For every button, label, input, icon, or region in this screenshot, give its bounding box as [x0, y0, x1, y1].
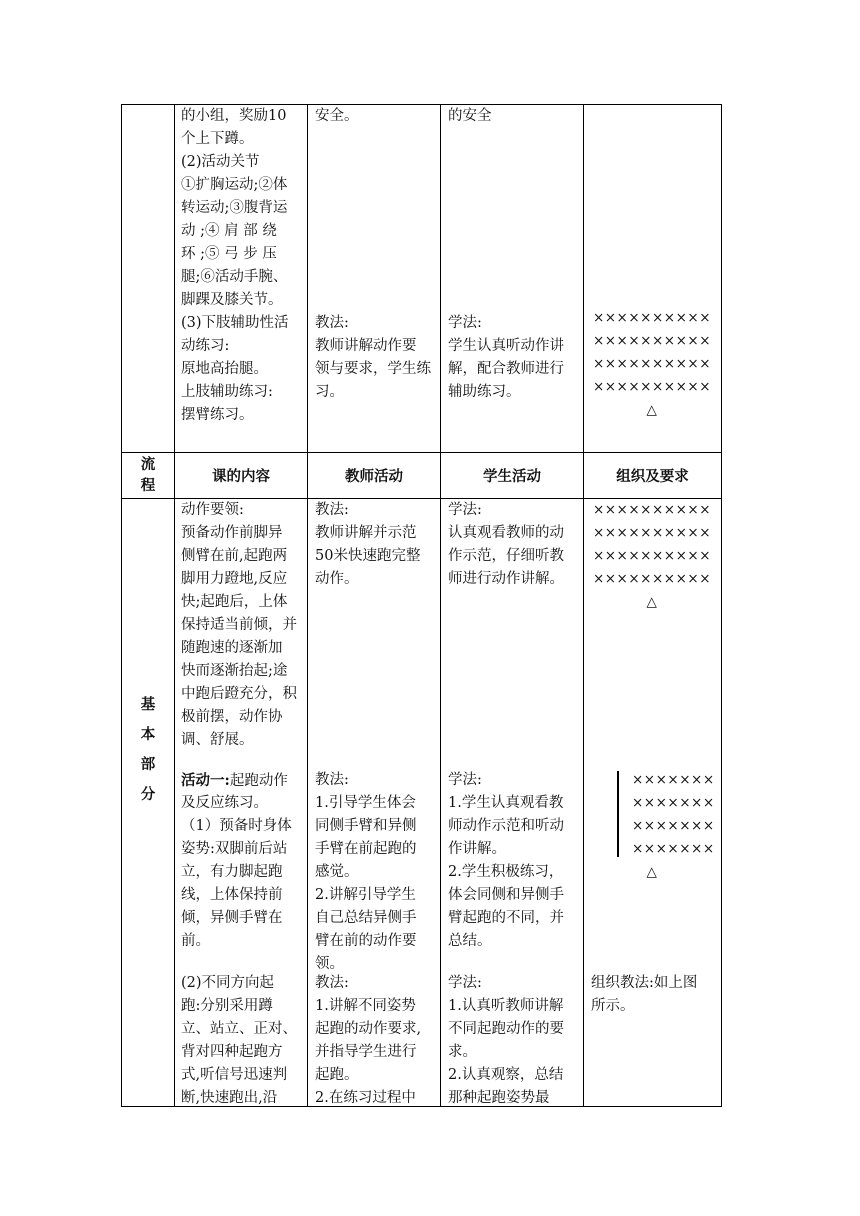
student-line: 辅助练习。	[448, 384, 521, 400]
header-org: 组织及要求	[616, 468, 689, 485]
teacher-line: 50米快速跑完整	[315, 548, 421, 564]
content-line: 背对四种起跑方	[181, 1044, 283, 1060]
student-line: 学法:	[448, 772, 482, 788]
formation-diagram	[590, 307, 714, 422]
student-line: 总结。	[448, 933, 492, 949]
student-line: 作示范，仔细听教	[448, 548, 564, 564]
teacher-position-triangle: △	[646, 864, 658, 880]
content-line: 倾，异侧手臂在	[181, 910, 283, 926]
content-line: 动作要领:	[181, 502, 244, 518]
teacher-line: 习。	[315, 384, 344, 400]
content-line: 线，上体保持前	[181, 887, 283, 903]
student-line: 学法:	[448, 975, 482, 991]
header-flow	[122, 454, 174, 496]
content-line: 及反应练习。	[181, 795, 268, 811]
header-teacher: 教师活动	[345, 468, 403, 485]
student-line: 学法:	[448, 502, 482, 518]
content-line: 转运动;③腹背运	[181, 200, 288, 216]
content-line: 保持适当前倾，并	[181, 617, 297, 633]
student-line: 认真观看教师的动	[448, 525, 564, 541]
formation-row: ××××××××××	[592, 525, 712, 541]
formation-row: ××××××××××	[592, 333, 712, 349]
content-line: 前。	[181, 933, 210, 949]
column-divider-1	[174, 104, 175, 1107]
content-line: 立、站立、正对、	[181, 1021, 297, 1037]
formation-row: ××××××××××	[592, 502, 712, 518]
content-line: 环 ;⑤ 弓 步 压	[181, 246, 277, 262]
teacher-line: 并指导学生进行	[315, 1044, 417, 1060]
student-line: 臂起跑的不同，并	[448, 910, 564, 926]
teacher-line: 教法:	[315, 315, 349, 331]
teacher-position-triangle: △	[646, 594, 658, 610]
student-line: 的安全	[448, 108, 492, 124]
formation-row: ××××××××××	[592, 379, 712, 395]
teacher-line: 领与要求，学生练	[315, 361, 431, 377]
student-line: 师进行动作讲解。	[448, 571, 564, 587]
header-content: 课的内容	[212, 468, 270, 485]
activity-title	[181, 769, 288, 793]
content-line: 脚踝及膝关节。	[181, 292, 283, 308]
header-flow-char: 流	[140, 456, 156, 473]
teacher-position-triangle: △	[646, 402, 658, 418]
teacher-line: 教法:	[315, 975, 349, 991]
content-line: (2)不同方向起	[181, 975, 275, 991]
content-line: 调、舒展。	[181, 732, 254, 748]
teacher-line: 安全。	[315, 108, 359, 124]
student-line: 作讲解。	[448, 841, 506, 857]
content-line: 脚用力蹬地,反应	[181, 571, 288, 587]
formation-row: ××××××××××	[592, 571, 712, 587]
content-line: （1）预备时身体	[181, 818, 292, 834]
teacher-line: 1.讲解不同姿势	[315, 998, 416, 1014]
teacher-line: 动作。	[315, 571, 359, 587]
basic-part-char: 基	[140, 696, 156, 713]
teacher-line: 手臂在前起跑的	[315, 841, 417, 857]
content-line: ①扩胸运动;②体	[181, 177, 288, 193]
formation-row: ×××××××	[632, 818, 715, 834]
content-line: 跑:分别采用蹲	[181, 998, 273, 1014]
formation-diagram	[632, 769, 716, 861]
student-line: 求。	[448, 1044, 477, 1060]
formation-row: ×××××××	[632, 772, 715, 788]
teacher-line: 臂在前的动作要	[315, 933, 417, 949]
student-line: 解，配合教师进行	[448, 361, 564, 377]
content-line: 随跑速的逐渐加	[181, 640, 283, 656]
student-line: 2.认真观察，总结	[448, 1067, 564, 1083]
teacher-line: 感觉。	[315, 864, 359, 880]
basic-part-label	[122, 690, 174, 810]
content-line: (3)下肢辅助性活	[181, 315, 289, 331]
content-line: 动练习:	[181, 338, 230, 354]
column-divider-3	[440, 104, 441, 1107]
content-line: (2)活动关节	[181, 154, 260, 170]
formation-row: ×××××××	[632, 841, 715, 857]
content-line: 中跑后蹬充分，积	[181, 686, 297, 702]
student-line: 学法:	[448, 315, 482, 331]
header-flow-char: 程	[140, 477, 156, 494]
content-line: 快而逐渐抬起;途	[181, 663, 288, 679]
formation-diagram	[590, 499, 714, 614]
content-line: 立，有力脚起跑	[181, 864, 283, 880]
content-line: 摆臂练习。	[181, 407, 254, 423]
student-line: 2.学生积极练习，	[448, 864, 564, 880]
student-line: 学生认真听动作讲	[448, 338, 564, 354]
student-line: 师动作示范和听动	[448, 818, 564, 834]
content-line: 腿;⑥活动手腕、	[181, 269, 288, 285]
teacher-line: 起跑的动作要求,	[315, 1021, 422, 1037]
content-line: 极前摆，动作协	[181, 709, 283, 725]
teacher-line: 教师讲解动作要	[315, 338, 417, 354]
content-line: 动 ;④ 肩 部 绕	[181, 223, 277, 239]
column-divider-2	[307, 104, 308, 1107]
formation-row: ××××××××××	[592, 310, 712, 326]
formation-row: ××××××××××	[592, 548, 712, 564]
content-line: 式,听信号迅速判	[181, 1067, 288, 1083]
content-line: 原地高抬腿。	[181, 361, 268, 377]
student-line: 1.学生认真观看教	[448, 795, 564, 811]
content-line: 快;起跑后，上体	[181, 594, 288, 610]
content-line: 侧臂在前,起跑两	[181, 548, 288, 564]
teacher-line: 2.讲解引导学生	[315, 887, 416, 903]
content-line: 断,快速跑出,沿	[181, 1090, 278, 1106]
basic-part-char: 分	[140, 786, 156, 803]
start-line-marker	[617, 771, 619, 857]
teacher-line: 领。	[315, 956, 344, 972]
activity-title-text: 起跑动作	[229, 773, 288, 789]
basic-part-char: 本	[140, 726, 156, 743]
table-border-right	[721, 104, 722, 1107]
teacher-line: 自己总结异侧手	[315, 910, 417, 926]
teacher-line: 起跑。	[315, 1067, 359, 1083]
teacher-line: 教师讲解并示范	[315, 525, 417, 541]
student-line: 1.认真听教师讲解	[448, 998, 564, 1014]
formation-row: ××××××××××	[592, 356, 712, 372]
content-line: 预备动作前脚异	[181, 525, 283, 541]
column-divider-4	[583, 104, 584, 1107]
basic-part-char: 部	[140, 756, 156, 773]
student-line: 体会同侧和异侧手	[448, 887, 564, 903]
table-border-left	[121, 104, 122, 1107]
teacher-line: 同侧手臂和异侧	[315, 818, 417, 834]
student-line: 那种起跑姿势最	[448, 1090, 550, 1106]
teacher-line: 教法:	[315, 502, 349, 518]
header-student: 学生活动	[483, 468, 541, 485]
org-line: 所示。	[591, 998, 635, 1014]
activity-label: 活动一:	[181, 772, 230, 789]
header-row-top	[121, 452, 722, 453]
teacher-line: 1.引导学生体会	[315, 795, 416, 811]
content-line: 姿势:双脚前后站	[181, 841, 288, 857]
content-line: 的小组，奖励10	[181, 108, 287, 124]
content-line: 个上下蹲。	[181, 131, 254, 147]
teacher-line: 教法:	[315, 772, 349, 788]
content-line: 上肢辅助练习:	[181, 384, 273, 400]
formation-row: ×××××××	[632, 795, 715, 811]
teacher-line: 2.在练习过程中	[315, 1090, 416, 1106]
student-line: 不同起跑动作的要	[448, 1021, 564, 1037]
org-line: 组织教法:如上图	[591, 975, 698, 991]
